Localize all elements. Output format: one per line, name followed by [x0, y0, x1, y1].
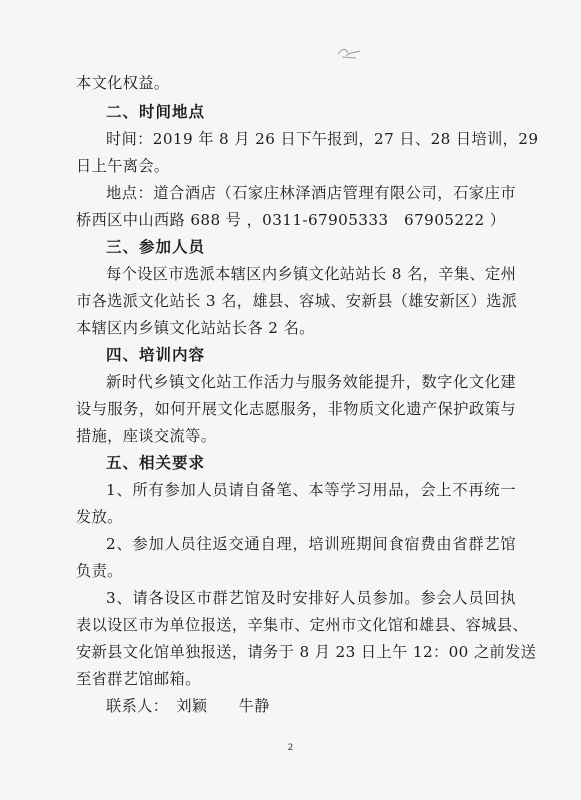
- text-line-location: 地点：道合酒店（石家庄林泽酒店管理有限公司，石家庄市: [106, 184, 516, 202]
- text-line-time: 时间：2019 年 8 月 26 日下午报到，27 日、28 日培训，29: [106, 130, 539, 148]
- text-line-req-3-cont-1: 表以设区市为单位报送，辛集市、定州市文化馆和雄县、容城县、: [76, 616, 529, 634]
- section-heading-time-location: 二、时间地点: [106, 103, 206, 121]
- text-line-1: 本文化权益。: [76, 74, 170, 92]
- text-line-participants-1: 每个设区市选派本辖区内乡镇文化站站长 8 名，辛集、定州: [106, 265, 517, 283]
- text-line-req-3: 3、请各设区市群艺馆及时安排好人员参加。参会人员回执: [106, 589, 516, 607]
- text-line-req-2: 2、参加人员往返交通自理，培训班期间食宿费由省群艺馆: [106, 535, 516, 553]
- text-line-participants-3: 本辖区内乡镇文化站站长各 2 名。: [76, 319, 315, 337]
- text-line-content-1: 新时代乡镇文化站工作活力与服务效能提升，数字化文化建: [106, 373, 516, 391]
- text-line-content-3: 措施，座谈交流等。: [76, 427, 217, 445]
- page-number: 2: [287, 743, 294, 753]
- text-line-req-2-cont: 负责。: [76, 562, 123, 580]
- text-line-req-1-cont: 发放。: [76, 508, 123, 526]
- section-heading-training-content: 四、培训内容: [106, 346, 206, 364]
- section-heading-participants: 三、参加人员: [106, 238, 206, 256]
- text-line-req-3-cont-3: 至省群艺馆邮箱。: [76, 670, 201, 688]
- text-line-participants-2: 市各选派文化站长 3 名，雄县、容城、安新县（雄安新区）选派: [76, 292, 518, 310]
- text-line-location-cont: 桥西区中山西路 688 号 ，0311-67905333 67905222 ）: [76, 211, 506, 229]
- text-line-req-3-cont-2: 安新县文化馆单独报送，请务于 8 月 23 日上午 12：00 之前发送: [76, 643, 537, 661]
- text-line-content-2: 设与服务，如何开展文化志愿服务，非物质文化遗产保护政策与: [76, 400, 516, 418]
- scan-mark-icon: [336, 44, 362, 60]
- text-line-time-cont: 日上午离会。: [76, 157, 170, 175]
- contact-person: 联系人： 刘颖 牛静: [106, 697, 270, 715]
- section-heading-requirements: 五、相关要求: [106, 454, 206, 472]
- text-line-req-1: 1、所有参加人员请自备笔、本等学习用品，会上不再统一: [106, 481, 516, 499]
